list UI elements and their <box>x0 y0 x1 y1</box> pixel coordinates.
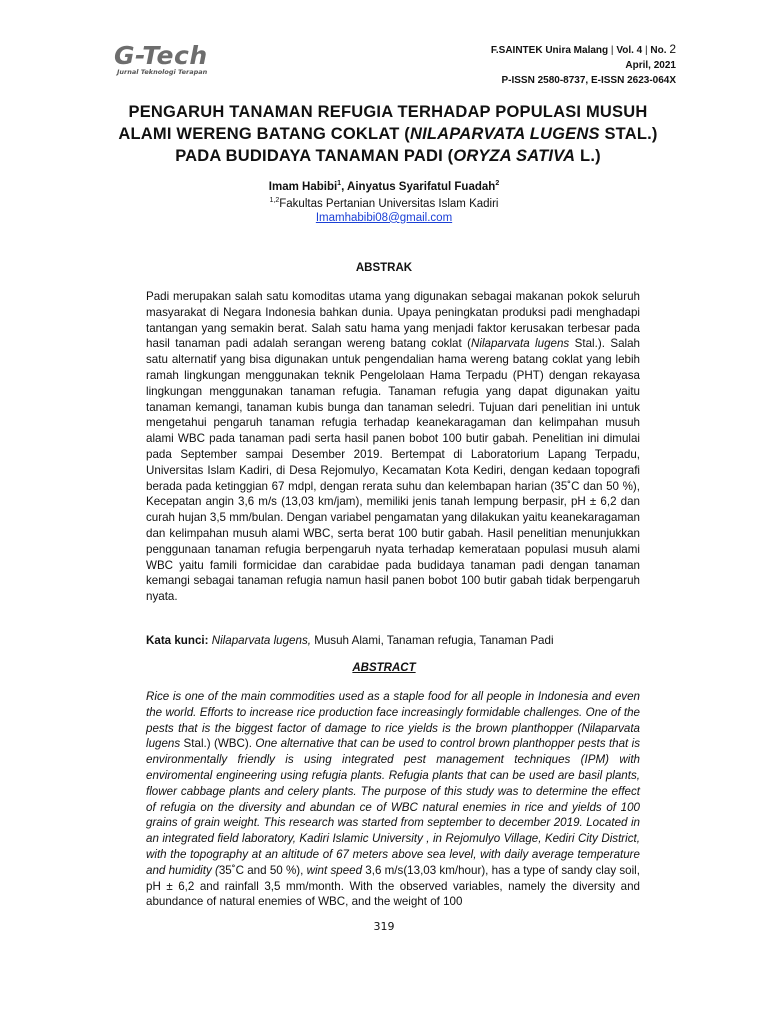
journal-date: April, 2021 <box>625 60 676 71</box>
logo-subtitle: Jurnal Teknologi Terapan <box>117 68 208 76</box>
affiliation-sup: 1,2 <box>269 196 280 204</box>
author-1: Imam Habibi <box>268 180 338 193</box>
abstract-text-part-a: Rice is one of the main commodities used as a staple food for all people in Indonesia and even the world. Efforts to increase rice production face increasingly formidable challenges. One of the pests that is the biggest factor of damage to rice yields is the brown planthopper (Nilaparvata lugens <box>146 690 640 751</box>
author-email-link[interactable]: Imamhabibi08@gmail.com <box>315 211 453 224</box>
journal-logo <box>114 42 208 76</box>
author-names <box>0 177 768 194</box>
abstract-text-part-f: 3,6 m/s(13,03 km/hour), has a type of sandy clay soil, pH ± 6,2 and rainfall 3,5 mm/month. With the observed variables, namely the diversity and abundance of natural enemies of WBC, and the weight of 100 <box>146 863 640 909</box>
paper-title <box>100 101 676 167</box>
journal-name: F.SAINTEK Unira Malang <box>490 45 609 56</box>
author-2-sup: 2 <box>495 180 500 187</box>
affiliation <box>0 194 768 211</box>
affiliation-text: Fakultas Pertanian Universitas Islam Kadiri <box>279 197 499 210</box>
abstrak-text-part-a: Padi merupakan salah satu komoditas utama yang digunakan sebagai makanan pokok seluruh masyarakat di Negara Indonesia bahkan dunia. Upaya peningkatan produksi padi menghadapi tantangan yang semakin berat. Salah satu hama yang menjadi faktor kerusakan terbesar pada hasil tanaman padi adalah serangan wereng batang coklat ( <box>146 290 640 351</box>
title-species-2: ORYZA SATIVA <box>453 147 576 165</box>
journal-volume: Vol. 4 <box>616 45 643 56</box>
abstrak-heading: ABSTRAK <box>355 262 413 274</box>
abstract-text-part-e: wint speed <box>306 863 363 877</box>
abstrak-text <box>146 289 640 605</box>
journal-issue-line: F.SAINTEK Unira Malang | Vol. 4 | No. 2 <box>490 42 676 56</box>
journal-issn: P-ISSN 2580-8737, E-ISSN 2623-064X <box>501 75 676 86</box>
abstrak-text-part-b: Stal.). Salah satu alternatif yang bisa digunakan untuk pengendalian hama wereng batang coklat yang lebih ramah lingkungan menggunakan teknik Pengelolaan Hama Terpadu (PHT) dengan rekayasa lingkungan menggunakan tanaman refugia. Tanaman refugia yang dapat digunakan yaitu tanaman kemangi, tanaman kubis bunga dan tanaman seledri. Tujuan dari penelitian ini untuk mengetahui pengaruh tanaman refugia terhadap keanekaragaman dan kelimpahan musuh alami WBC pada tanaman padi serta hasil panen bobot 100 butir gabah. Penelitian ini dimulai pada September sampai Desember 2019. Bertempat di Laboratorium Lapang Terpadu, Universitas Islam Kadiri, di Desa Rejomulyo, Kecamatan Kota Kediri, dengan kedaan topografi berada pada ketinggian 67 mdpl, dengan rerata suhu dan kelembapan harian (35˚C dan 50 %), Kecepatan angin 3,6 m/s (13,03 km/jam), memiliki jenis tanah lempung berpasir, pH ± 6,2 dan curah hujan 3,5 mm/bulan. Dengan variabel pengamatan yang dilakukan yaitu keanekaragaman dan kelimpahan musuh alami WBC, serta berat 100 butir gabah. Hasil penelitian menunjukkan penggunaan tanaman refugia berpengaruh nyata terhadap kemerataan populasi musuh alami WBC yaitu famili formicidae dan carabidae pada budidaya tanaman padi dengan tanaman kemangi sebagai tanaman refugia namun hasil panen bobot 100 butir gabah tidak berpengaruh nyata. <box>146 337 640 604</box>
abstrak-species: Nilaparvata lugens <box>471 337 570 351</box>
author-1-sup: 1 <box>337 180 342 187</box>
keywords <box>146 633 640 649</box>
keywords-italic: Nilaparvata lugens, <box>208 634 311 647</box>
journal-info <box>491 42 676 88</box>
author-separator: , <box>341 180 348 193</box>
title-species-1: NILAPARVATA LUGENS <box>409 125 600 143</box>
abstract-text-part-b: Stal.) (WBC). <box>180 737 256 751</box>
abstract-text-part-d: 35˚C and 50 %), <box>218 863 307 877</box>
author-2: Ainyatus Syarifatul Fuadah <box>347 180 496 193</box>
title-part-2: STAL.) PADA BUDIDAYA TANAMAN PADI ( <box>175 125 658 165</box>
title-part-3: L.) <box>575 147 601 165</box>
logo-text: G-Tech <box>114 41 208 70</box>
page-number: 319 <box>373 920 395 933</box>
authors-block <box>0 177 768 225</box>
keywords-label: Kata kunci: <box>146 634 209 647</box>
journal-number: 2 <box>669 42 676 56</box>
abstract-text-part-c: One alternative that can be used to control brown planthopper pests that is environmentally friendly is using integrated pest management techniques (IPM) with enviromental engineering using refugia plants. Refugia plants that can be used are basil plants, flower cabbage plants and celery plants. The purpose of this study was to determine the effect of refugia on the diversity and abundan ce of WBC natural enemies in rice and yields of 100 grains of grain weight. This research was started from september to december 2019. Located in an integrated field laboratory, Kadiri Islamic University , in Rejomulyo Village, Kediri City District, with the topography at an altitude of 67 meters above sea level, with daily average temperature and humidity ( <box>146 737 640 877</box>
abstract-text <box>146 689 640 910</box>
keywords-rest: Musuh Alami, Tanaman refugia, Tanaman Padi <box>310 634 554 647</box>
journal-number-label: No. <box>650 45 667 56</box>
title-part-1: PENGARUH TANAMAN REFUGIA TERHADAP POPULASI MUSUH ALAMI WERENG BATANG COKLAT ( <box>118 103 648 143</box>
abstract-heading: ABSTRACT <box>352 662 416 674</box>
